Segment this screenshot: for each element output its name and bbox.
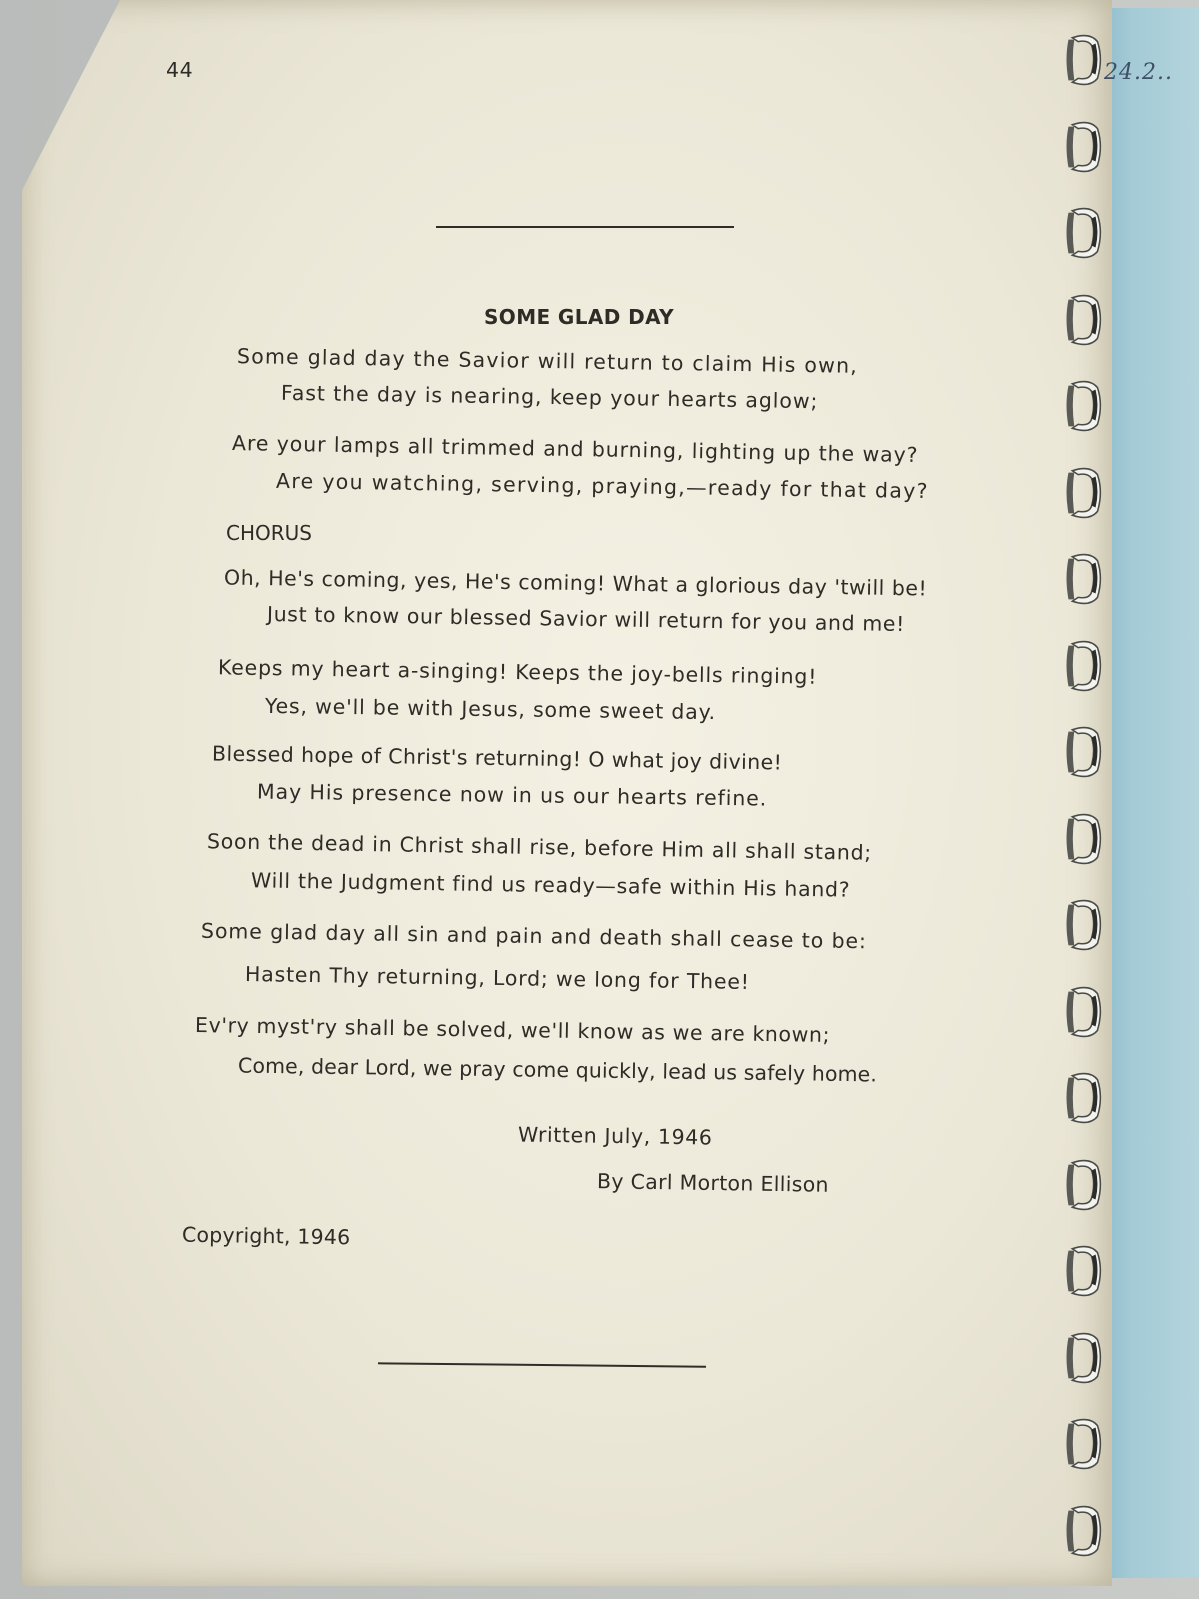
verse-line: Soon the dead in Christ shall rise, before Him all shall stand; bbox=[206, 829, 873, 865]
binding-ring bbox=[1060, 1328, 1104, 1388]
binding-ring bbox=[1060, 376, 1104, 436]
page-number: 44 bbox=[166, 58, 194, 82]
copyright: Copyright, 1946 bbox=[181, 1222, 351, 1250]
binding-ring bbox=[1060, 636, 1104, 696]
binding-ring bbox=[1060, 1241, 1104, 1301]
verse-line: Hasten Thy returning, Lord; we long for Thee! bbox=[244, 962, 750, 994]
binding-ring bbox=[1060, 290, 1104, 350]
written-date: Written July, 1946 bbox=[517, 1122, 713, 1150]
song-title: SOME GLAD DAY bbox=[484, 305, 674, 329]
binding-ring bbox=[1060, 117, 1104, 177]
binding-ring bbox=[1060, 1155, 1104, 1215]
chorus-line: Oh, He's coming, yes, He's coming! What a glorious day 'twill be! bbox=[223, 565, 928, 601]
verse-line: Will the Judgment find us ready—safe within His hand? bbox=[250, 868, 851, 902]
binding-ring bbox=[1060, 809, 1104, 869]
top-divider bbox=[436, 226, 734, 228]
chorus-line: Just to know our blessed Savior will return for you and me! bbox=[266, 601, 906, 637]
binding-ring bbox=[1060, 895, 1104, 955]
binding-ring bbox=[1060, 30, 1104, 90]
binding-ring bbox=[1060, 549, 1104, 609]
binding-ring bbox=[1060, 463, 1104, 523]
verse-line: May His presence now in us our hearts refine. bbox=[256, 779, 768, 811]
binding-ring bbox=[1060, 203, 1104, 263]
binding-ring bbox=[1060, 1414, 1104, 1474]
verse-line: Come, dear Lord, we pray come quickly, lead us safely home. bbox=[237, 1053, 878, 1087]
chorus-line: Yes, we'll be with Jesus, some sweet day. bbox=[264, 693, 717, 725]
verse-line: Blessed hope of Christ's returning! O what joy divine! bbox=[211, 741, 783, 775]
verse-line: Are you watching, serving, praying,—ready for that day? bbox=[275, 468, 930, 504]
chorus-label: CHORUS bbox=[226, 521, 312, 545]
verse-line: Some glad day all sin and pain and death shall cease to be: bbox=[200, 918, 867, 954]
binding-ring bbox=[1060, 1501, 1104, 1561]
author-credit: By Carl Morton Ellison bbox=[596, 1169, 830, 1197]
verse-line: Some glad day the Savior will return to claim His own, bbox=[236, 344, 859, 378]
handwritten-note: 24.2.. bbox=[1104, 60, 1173, 85]
chorus-line: Keeps my heart a-singing! Keeps the joy-bells ringing! bbox=[217, 655, 818, 689]
verse-line: Ev'ry myst'ry shall be solved, we'll know as we are known; bbox=[194, 1013, 831, 1047]
spiral-binding bbox=[1060, 20, 1120, 1580]
verse-line: Are your lamps all trimmed and burning, lighting up the way? bbox=[231, 431, 919, 467]
verse-line: Fast the day is nearing, keep your hearts aglow; bbox=[280, 380, 819, 414]
binding-ring bbox=[1060, 1068, 1104, 1128]
binding-ring bbox=[1060, 722, 1104, 782]
binding-ring bbox=[1060, 982, 1104, 1042]
